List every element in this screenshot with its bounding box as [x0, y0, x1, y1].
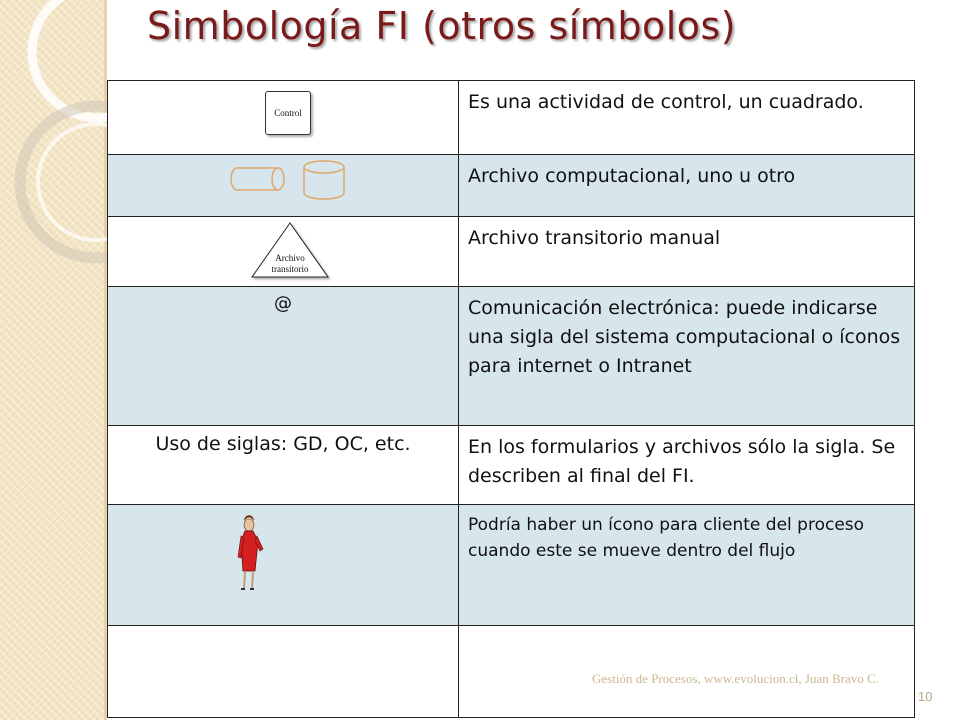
table-row	[108, 81, 915, 155]
description-cell: Es una actividad de control, un cuadrado.	[459, 81, 915, 155]
symbol-cell	[108, 81, 459, 155]
triangle-file-icon	[108, 217, 458, 287]
symbol-cell	[108, 426, 459, 505]
at-symbol: @	[274, 293, 292, 314]
symbol-cell	[108, 217, 459, 287]
vertical-cylinder-icon	[304, 161, 344, 199]
page-title: Simbología FI (otros símbolos)	[147, 4, 737, 48]
symbols-table	[107, 80, 915, 718]
footer-source: Gestión de Procesos, www.evolucion.cl, Juan Bravo C.	[592, 671, 879, 686]
description-cell: En los formularios y archivos sólo la sigla. Se describen al final del FI.	[459, 426, 915, 505]
symbol-cell	[108, 505, 459, 626]
control-box-icon	[265, 91, 311, 135]
description-cell: Archivo transitorio manual	[459, 217, 915, 287]
table-row	[108, 217, 915, 287]
page-number: 10	[918, 689, 933, 704]
control-box-label: Control	[274, 108, 302, 118]
triangle-label-2: transitorio	[271, 264, 309, 274]
symbol-cell	[108, 155, 459, 217]
triangle-label-1: Archivo	[275, 253, 305, 263]
table-row	[108, 155, 915, 217]
table-row	[108, 287, 915, 426]
acronyms-label: Uso de siglas: GD, OC, etc.	[155, 433, 411, 455]
table-row	[108, 505, 915, 626]
cylinder-symbols	[108, 155, 458, 217]
description-cell: Archivo computacional, uno u otro	[459, 155, 915, 217]
table-row	[108, 426, 915, 505]
symbol-cell	[108, 626, 459, 718]
description-cell: Comunicación electrónica: puede indicarse una sigla del sistema computacional o íconos para internet o Intranet	[459, 287, 915, 426]
side-decoration-strip	[0, 0, 107, 720]
horizontal-cylinder-icon	[231, 168, 284, 190]
symbol-cell	[108, 287, 459, 426]
description-cell: Podría haber un ícono para cliente del proceso cuando este se mueve dentro del flujo	[459, 505, 915, 626]
woman-client-icon	[108, 505, 458, 626]
